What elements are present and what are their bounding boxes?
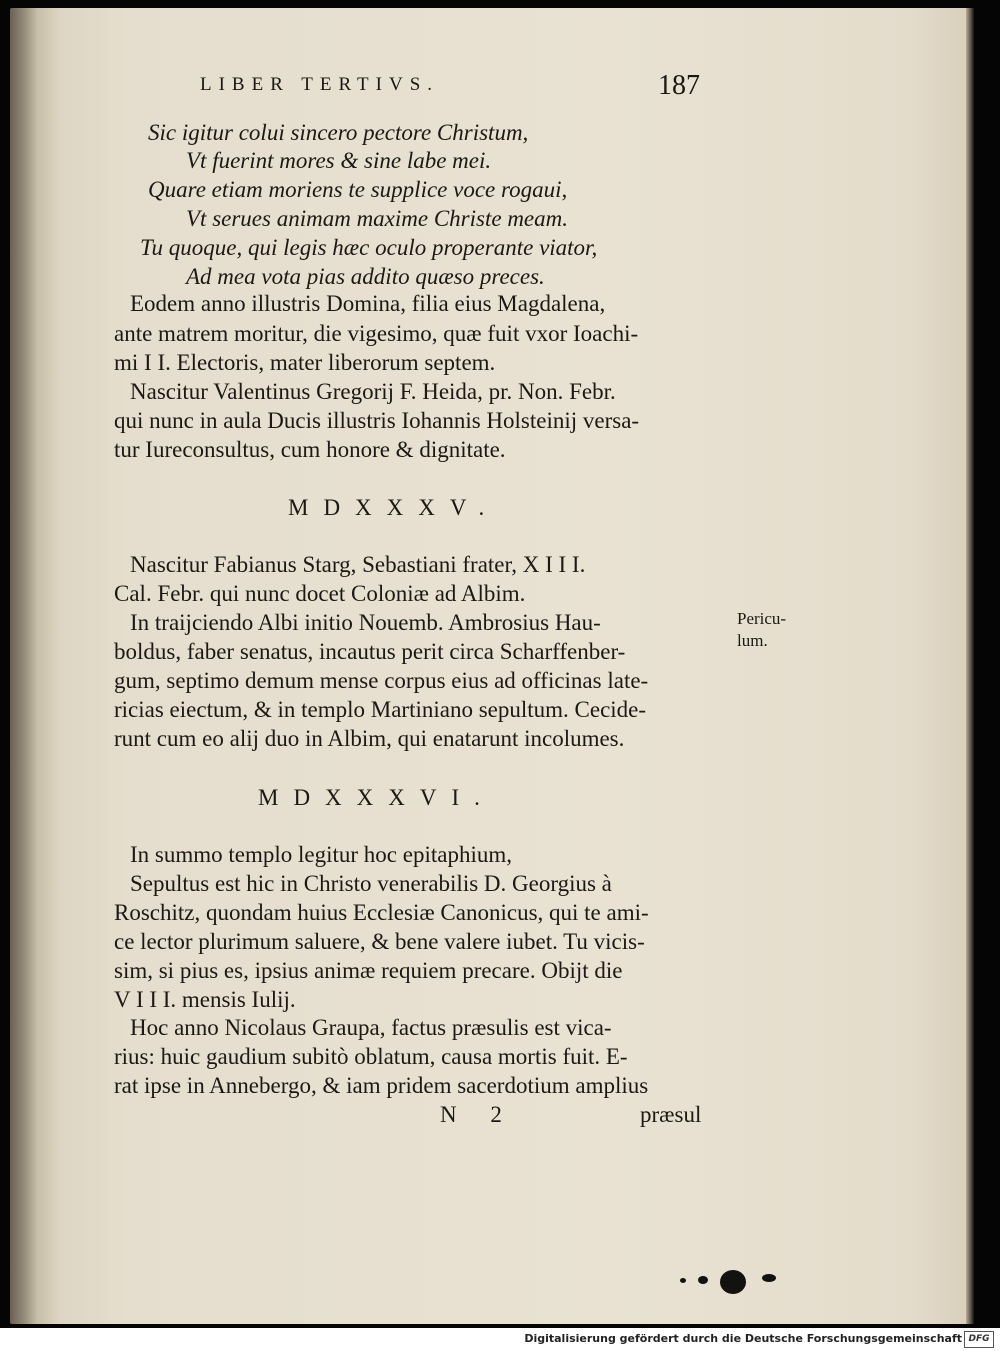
footer-credit: Digitalisierung gefördert durch die Deutsche Forschungsgemeinschaft [524, 1332, 962, 1345]
paragraph-line: Hoc anno Nicolaus Graupa, factus præsulis est vica- [130, 1015, 612, 1040]
year-heading: MDXXXVI. [258, 785, 495, 810]
paragraph-line: Eodem anno illustris Domina, filia eius Magdalena, [130, 291, 606, 316]
paragraph-line: runt cum eo alij duo in Albim, qui enatarunt incolumes. [114, 726, 625, 751]
paragraph-line: Nascitur Valentinus Gregorij F. Heida, pr. Non. Febr. [130, 379, 616, 404]
ink-stain [762, 1274, 776, 1282]
paragraph-line: Cal. Febr. qui nunc docet Coloniæ ad Albim. [114, 581, 526, 606]
signature-mark: N 2 [440, 1102, 516, 1127]
paragraph-line: ricias eiectum, & in templo Martiniano sepultum. Cecide- [114, 697, 647, 722]
dfg-logo: DFG [964, 1331, 994, 1348]
margin-note-line: lum. [737, 631, 768, 650]
catchword: præsul [640, 1102, 702, 1127]
paragraph-line: rat ipse in Annebergo, & iam pridem sacerdotium amplius [114, 1073, 649, 1098]
ink-stain [680, 1278, 686, 1283]
paragraph-line: Nascitur Fabianus Starg, Sebastiani frater, X I I I. [130, 552, 586, 577]
footer-bar [0, 1328, 1000, 1351]
margin-note-line: Pericu- [737, 609, 787, 628]
year-heading: MDXXXV. [288, 495, 500, 520]
paragraph-line: Sepultus est hic in Christo venerabilis D. Georgius à [130, 871, 612, 896]
paragraph-line: ante matrem moritur, die vigesimo, quæ fuit vxor Ioachi- [114, 321, 639, 346]
paragraph-line: V I I I. mensis Iulij. [114, 987, 296, 1012]
paragraph-line: boldus, faber senatus, incautus perit circa Scharffenber- [114, 639, 626, 664]
verse-line: Quare etiam moriens te supplice voce rogaui, [148, 177, 568, 202]
paragraph-line: In summo templo legitur hoc epitaphium, [130, 842, 512, 867]
verse-line: Ad mea vota pias addito quæso preces. [186, 264, 545, 289]
ink-stain [698, 1276, 708, 1284]
paragraph-line: ce lector plurimum saluere, & bene valere iubet. Tu vicis- [114, 929, 645, 954]
paragraph-line: sim, si pius es, ipsius animæ requiem precare. Obijt die [114, 958, 623, 983]
paragraph-line: rius: huic gaudium subitò oblatum, causa mortis fuit. E- [114, 1044, 628, 1069]
running-head: LIBER TERTIVS. [200, 74, 440, 95]
paragraph-line: Roschitz, quondam huius Ecclesiæ Canonicus, qui te ami- [114, 900, 649, 925]
verse-line: Tu quoque, qui legis hæc oculo properante viator, [140, 235, 598, 260]
page-number: 187 [658, 70, 700, 101]
verse-line: Sic igitur colui sincero pectore Christum, [148, 120, 529, 145]
paragraph-line: In traijciendo Albi initio Nouemb. Ambrosius Hau- [130, 610, 601, 635]
margin-note [737, 608, 786, 652]
paragraph-line: mi I I. Electoris, mater liberorum septem. [114, 350, 496, 375]
paragraph-line: gum, septimo demum mense corpus eius ad officinas late- [114, 668, 649, 693]
ink-stain [720, 1270, 746, 1294]
verse-line: Vt fuerint mores & sine labe mei. [186, 148, 492, 173]
page-edge [966, 8, 974, 1324]
paragraph-line: qui nunc in aula Ducis illustris Iohannis Holsteinij versa- [114, 408, 640, 433]
paragraph-line: tur Iureconsultus, cum honore & dignitate. [114, 437, 506, 462]
verse-line: Vt serues animam maxime Christe meam. [186, 206, 569, 231]
